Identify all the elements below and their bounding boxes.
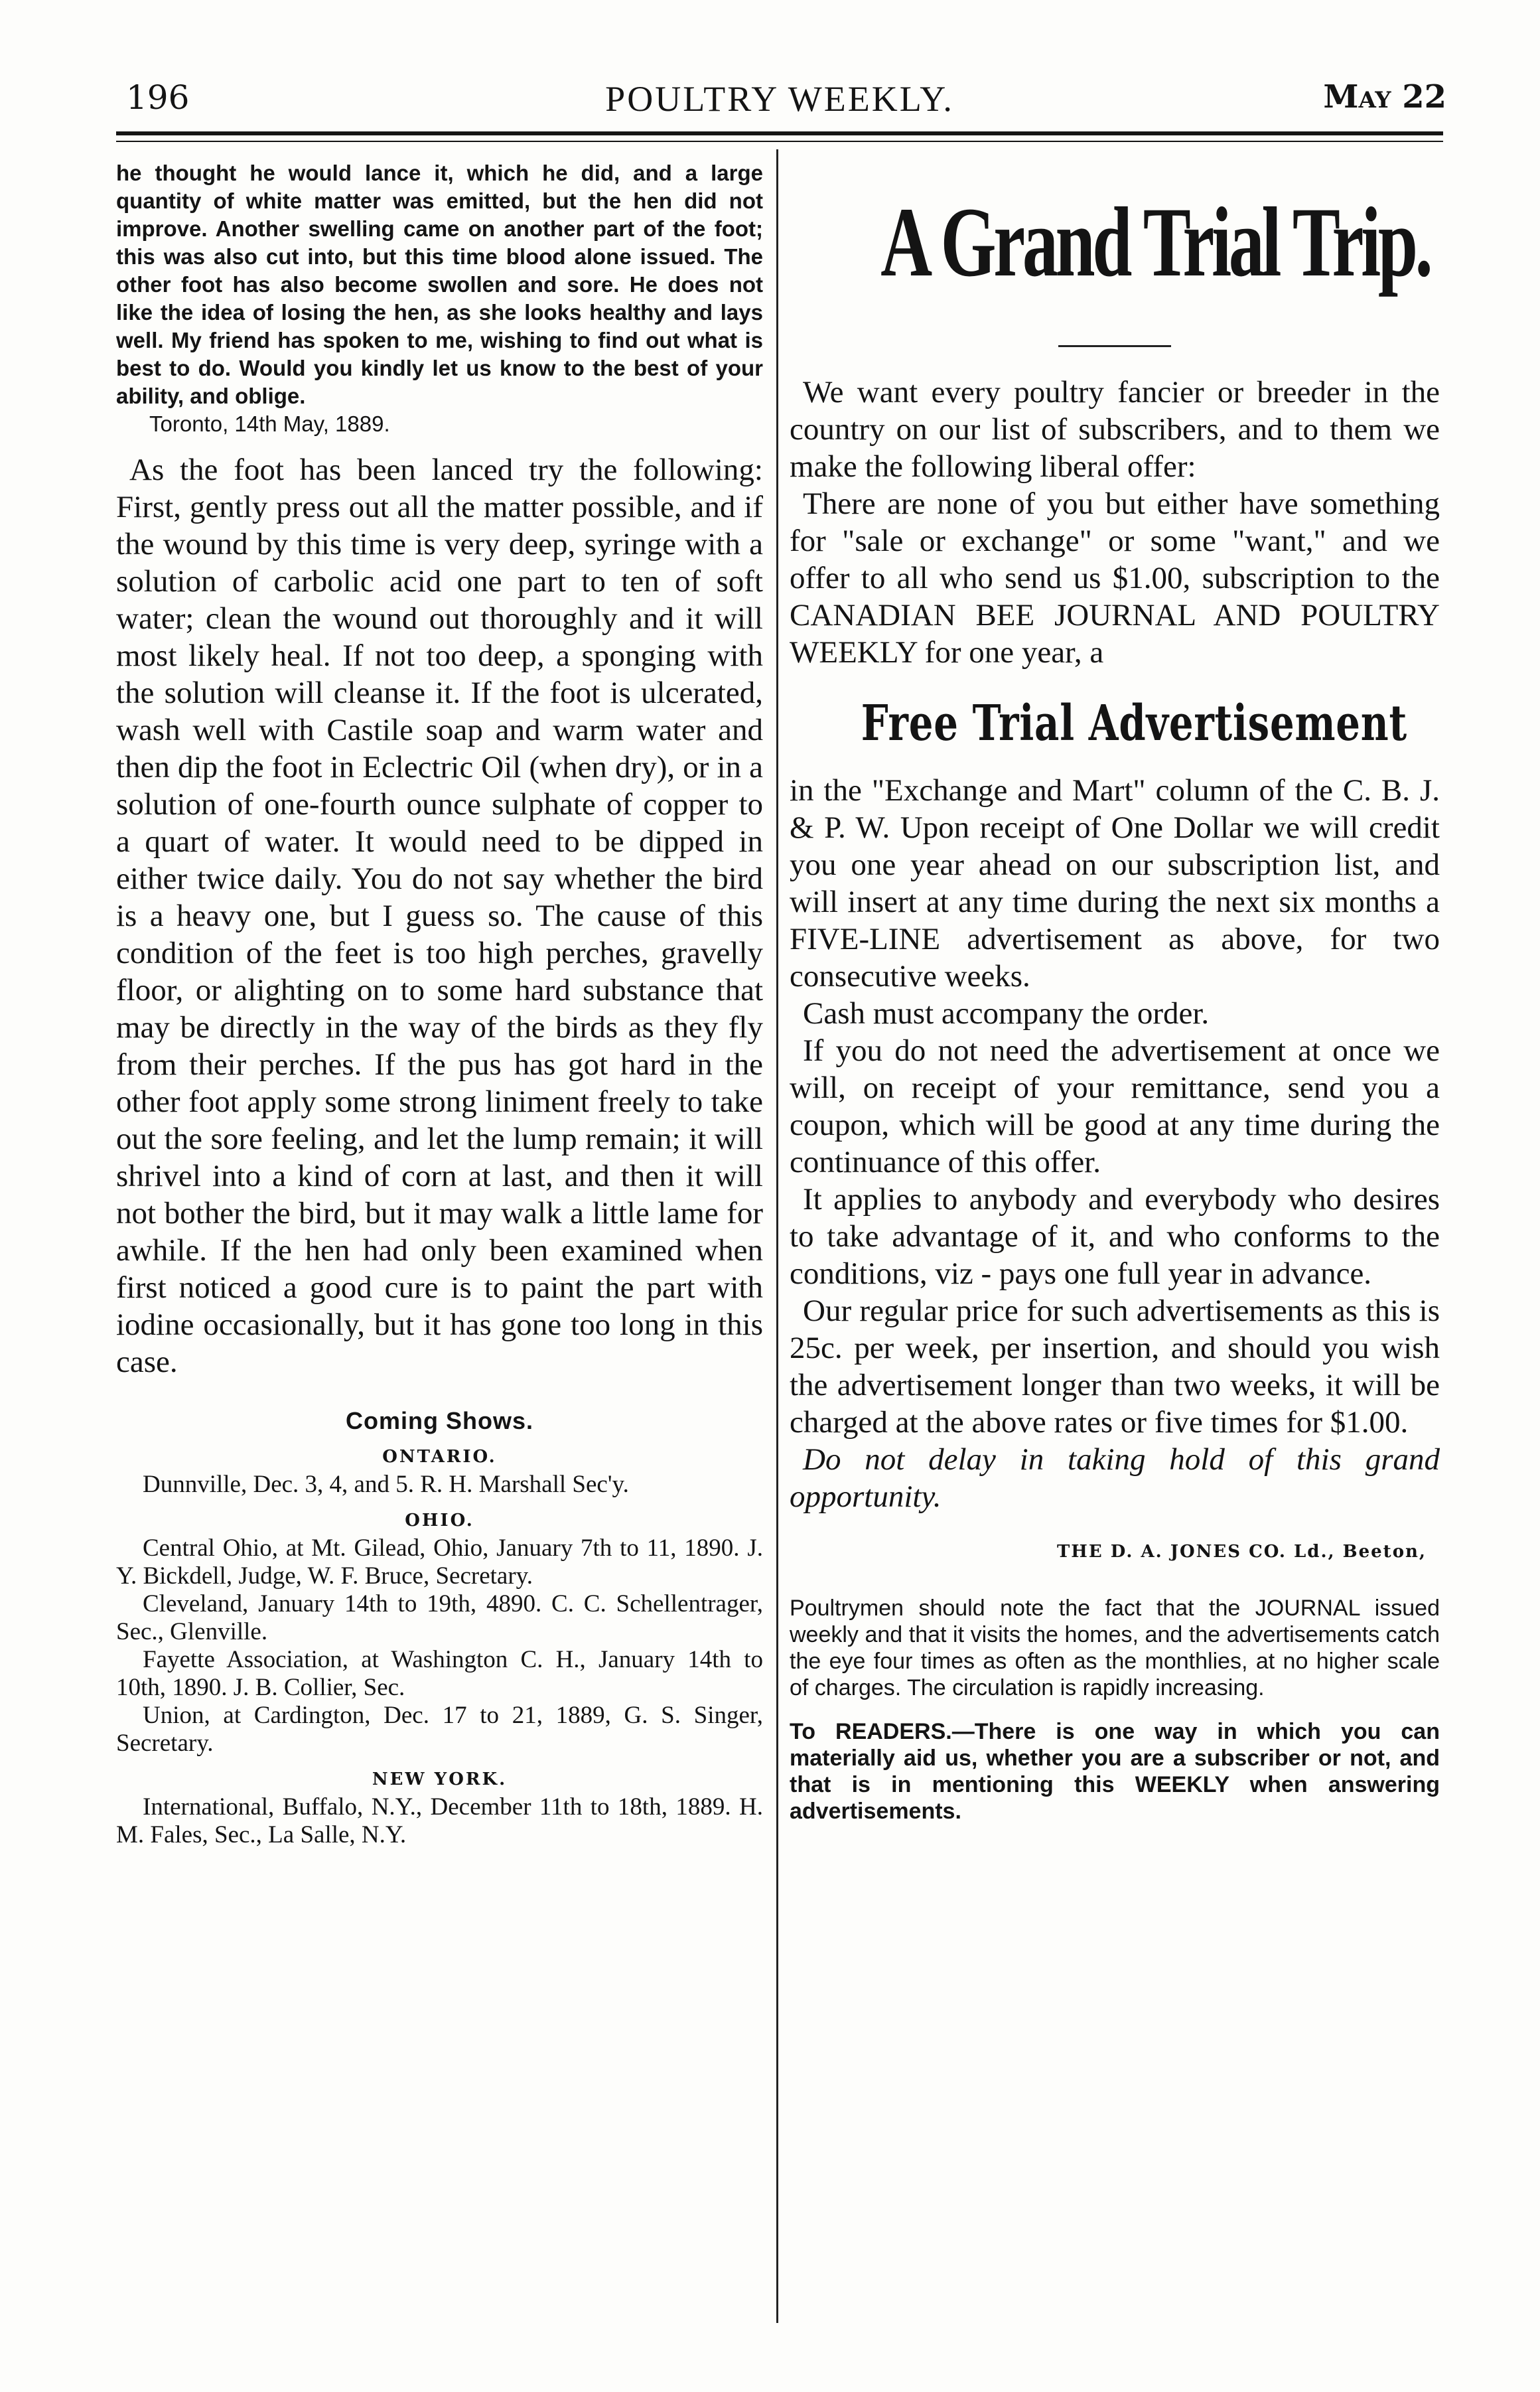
region-heading-new-york: NEW YORK. [372, 1769, 508, 1789]
reader-letter: he thought he would lance it, which he did, and a large quantity of white matter was emitted, but the hen did not improve. Another swelling came on another part of the foot; this was also cut into, but this time blood alone issued. The other foot has also become swollen and sore. He does not like the idea of losing the hen, as she looks healthy and lays well. My friend has spoken to me, wishing to find out what is best to do. Would you kindly let us know to the best of your ability, and oblige. [116, 161, 763, 408]
right-column [790, 159, 1440, 1847]
editor-answer: As the foot has been lanced try the following: First, gently press out all the matter possible, and if the wound by this time is very deep, syringe with a solution of carbolic acid one part to ten of soft water; clean the wound out thoroughly and it will most likely heal. If not too deep, a sponging with the solution will cleanse it. If the foot is ulcerated, wash well with Castile soap and warm water and then dip the foot in Eclectric Oil (when dry), or in a solution of one-fourth ounce sulphate of copper to a quart of water. It would need to be dipped in either twice daily. You do not say whether the bird is a heavy one, but I guess so. The cause of this condition of the feet is too high perches, gravelly floor, or alighting on to some hard substance that may be directly in the way of the birds as they fly from their perches. If the pus has got hard in the other foot apply some strong liniment freely to take out the sore feeling, and let the lump remain; it will shrivel into a kind of corn at last, and then it will not bother the bird, but it may walk a little lame for awhile. If the hen had only been examined when first noticed a good cure is to paint the part with iodine occasionally, but it has gone too long in this case. [116, 453, 763, 1379]
ad-offer: There are none of you but either have something for "sale or exchange" or some "want," and we offer to all who send us $1.00, subscription to the CANADIAN BEE JOURNAL AND POULTRY WEEKLY for one year, a [790, 486, 1440, 670]
ad-paragraph: It applies to anybody and everybody who desires to take advantage of it, and who conforms to the conditions, viz - pays one full year in advance. [790, 1182, 1440, 1291]
left-column [116, 159, 763, 1849]
page-header [113, 73, 1446, 126]
ad-paragraph: Our regular price for such advertisements as this is 25c. per week, per insertion, and should you wish the advertisement longer than two weeks, it will be charged at the above rates or five times for $1.00. [790, 1294, 1440, 1440]
ad-paragraph: Cash must accompany the order. [803, 996, 1210, 1031]
readers-notice: To READERS.—There is one way in which you can materially aid us, whether you are a subscriber or not, and that is in mentioning this WEEKLY when answering advertisements. [790, 1719, 1440, 1824]
show-listing: Dunnville, Dec. 3, 4, and 5. R. H. Marshall Sec'y. [143, 1471, 629, 1498]
free-trial-heading: Free Trial Advertisement [861, 695, 1407, 752]
show-listing: International, Buffalo, N.Y., December 11th to 18th, 1889. H. M. Fales, Sec., La Salle, N.Y. [116, 1793, 763, 1848]
journal-title: POULTRY WEEKLY. [605, 79, 954, 119]
letter-signoff: Toronto, 14th May, 1889. [149, 411, 390, 436]
coming-shows-heading: Coming Shows. [346, 1407, 533, 1434]
column-divider [776, 149, 778, 2323]
region-heading-ohio: OHIO. [405, 1511, 474, 1531]
ad-title: A Grand Trial Trip. [880, 187, 1431, 297]
short-divider [1058, 345, 1171, 347]
ad-paragraph: Do not delay in taking hold of this grand opportunity. [790, 1442, 1440, 1514]
publisher-signature: THE D. A. JONES CO. Ld., Beeton, [1056, 1542, 1427, 1562]
show-listing: Fayette Association, at Washington C. H., January 14th to 10th, 1890. J. B. Collier, Sec. [116, 1646, 763, 1701]
ad-intro: We want every poultry fancier or breeder in the country on our list of subscribers, and to them we make the following liberal offer: [790, 375, 1440, 484]
show-listing: Cleveland, January 14th to 19th, 4890. C. C. Schellentrager, Sec., Glenville. [116, 1590, 763, 1645]
page-number: 196 [126, 78, 190, 117]
region-heading-ontario: ONTARIO. [382, 1447, 497, 1467]
issue-date: May 22 [1323, 78, 1446, 115]
show-listing: Union, at Cardington, Dec. 17 to 21, 1889, G. S. Singer, Secretary. [116, 1702, 763, 1757]
header-rule-thin [116, 141, 1443, 142]
ad-paragraph: in the "Exchange and Mart" column of the C. B. J. & P. W. Upon receipt of One Dollar we will credit you one year ahead on our subscription list, and will insert at any time during the next six months a FIVE-LINE advertisement as above, for two consecutive weeks. [790, 773, 1440, 994]
show-listing: Central Ohio, at Mt. Gilead, Ohio, January 7th to 11, 1890. J. Y. Bickdell, Judge, W. F. Bruce, Secretary. [116, 1534, 763, 1590]
ad-paragraph: If you do not need the advertisement at once we will, on receipt of your remittance, send you a coupon, which will be good at any time during the continuance of this offer. [790, 1033, 1440, 1179]
header-rule-thick [116, 131, 1443, 135]
circulation-notice: Poultrymen should note the fact that the JOURNAL issued weekly and that it visits the homes, and the advertisements catch the eye four times as often as the monthlies, at no higher scale of charges. The circulation is rapidly increasing. [790, 1596, 1440, 1700]
